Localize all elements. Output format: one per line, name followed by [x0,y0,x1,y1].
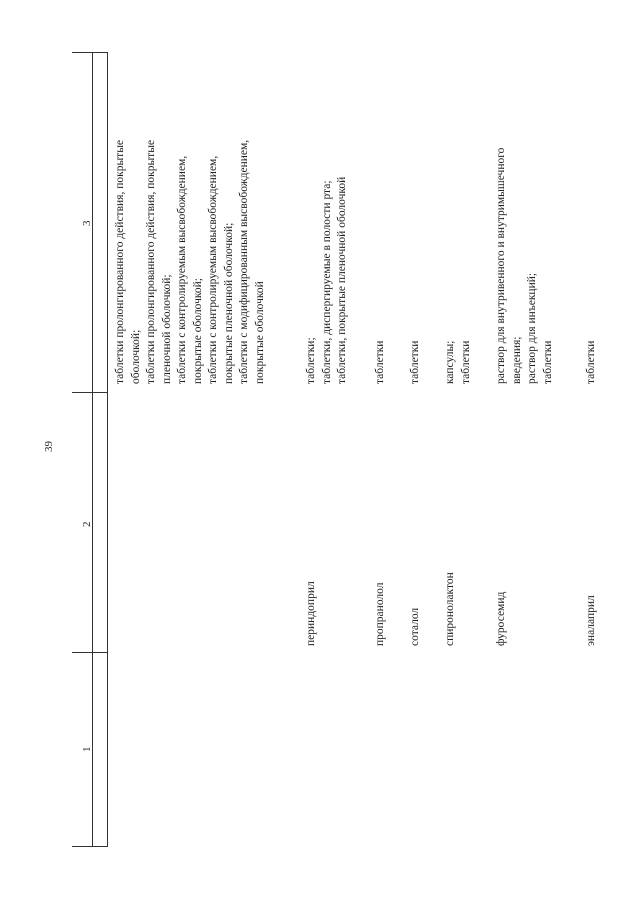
table-left-rule [92,52,93,847]
drug-name: фуросемид [495,591,507,646]
dosage-form-line: таблетки пролонгированного действия, покрытые [145,139,157,384]
dosage-form-line: пленочной оболочкой; [160,274,173,384]
dosage-form-line: покрытые пленочной оболочкой; [222,222,235,384]
dosage-form-line: таблетки [409,340,421,384]
table-bottom-rule [72,846,108,847]
table-right-rule [107,52,108,847]
dosage-forms-cell [408,341,424,384]
dosage-form-line: введения; [510,336,523,384]
page-number: 39 [43,441,55,452]
column-header-1: 1 [81,746,93,752]
drug-name: пропранолол [374,582,386,646]
dosage-form-line: таблетки, покрытые пленочной оболочкой [336,176,348,384]
dosage-forms-cell [494,148,556,384]
dosage-form-line: таблетки; [305,337,317,384]
dosage-form-line: покрытые оболочкой [253,281,266,384]
dosage-form-line: покрытые оболочкой; [191,278,204,384]
column-divider-2 [72,392,108,393]
dosage-form-line: таблетки [374,340,386,384]
dosage-form-line: таблетки пролонгированного действия, покрытые [114,139,126,384]
dosage-forms-cell [373,341,389,384]
dosage-forms-cell [304,177,351,384]
dosage-form-line: раствор для внутривенного и внутримышечного [495,147,507,384]
dosage-form-line: таблетки, диспергируемые в полости рта; [320,180,333,384]
drug-name: эналаприл [585,595,597,646]
dosage-form-line: капсулы; [444,340,456,384]
dosage-form-line: таблетки с контролируемым высвобождением, [207,155,219,384]
dosage-forms-cell [584,341,600,384]
dosage-forms-cell [113,140,268,384]
drug-name: соталол [409,607,421,646]
dosage-forms-cell [443,341,474,384]
dosage-form-line: таблетки [585,340,597,384]
dosage-form-line: таблетки с контролируемым высвобождением, [176,155,188,384]
drug-name: спиронолактон [444,572,456,646]
drug-name: периндоприл [305,581,317,646]
dosage-form-line: таблетки [459,340,472,384]
table-top-edge [72,52,108,53]
column-divider-1 [72,652,108,653]
dosage-form-line: таблетки с модифицированным высвобождением, [238,139,250,384]
column-header-2: 2 [81,521,93,527]
dosage-form-line: раствор для инъекций; [526,272,538,384]
column-header-3: 3 [81,220,93,226]
dosage-form-line: таблетки [541,340,554,384]
dosage-form-line: оболочкой; [129,329,142,384]
